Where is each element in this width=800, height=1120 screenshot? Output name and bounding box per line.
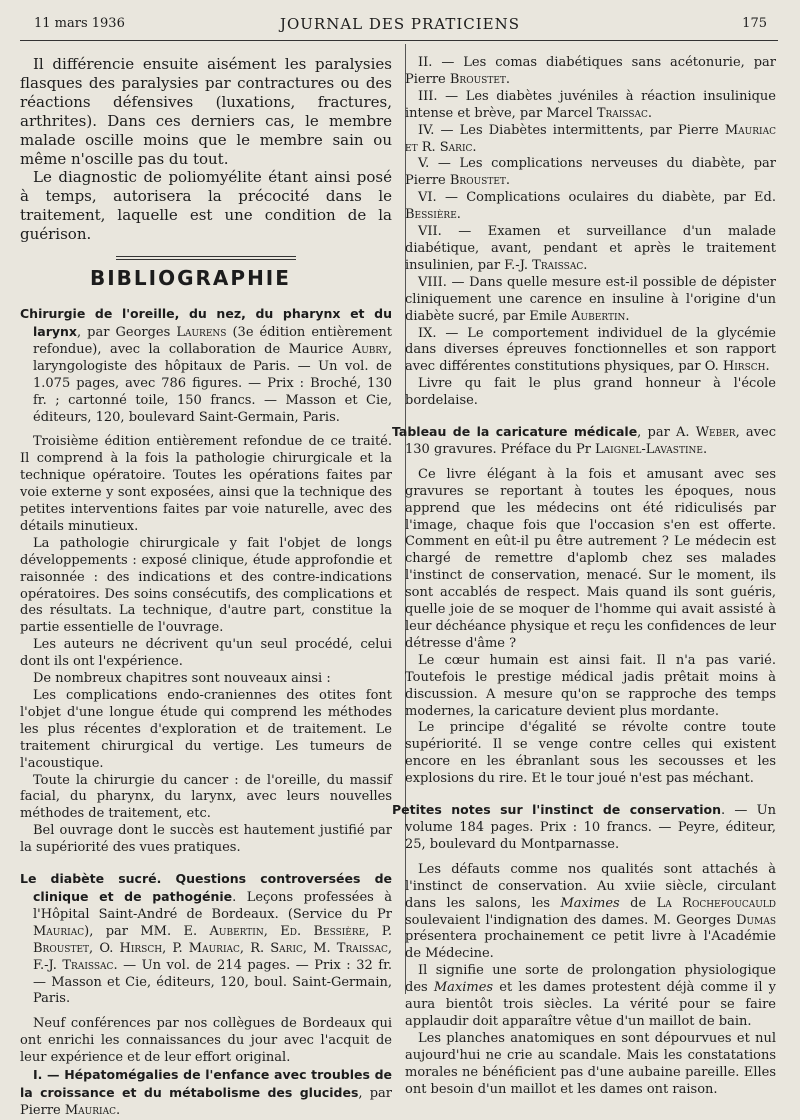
book-title: Petites notes sur l'instinct de conservation xyxy=(392,802,722,818)
left-column xyxy=(20,55,392,1120)
review-paragraph: Les planches anatomiques en sont dépourvues et nul aujourd'hui ne crie au scandale. Mais les constatations morales ne bénéficient pas d'une aubaine pareille. Elles ont besoin d'un maillot et les dames ont raison. xyxy=(405,1030,776,1097)
review-paragraph: Les auteurs ne décrivent qu'un seul procédé, celui dont ils ont l'expérience. xyxy=(20,637,392,670)
author-name: La Rochefoucauld xyxy=(656,895,776,911)
intro-paragraph: Il différencie ensuite aisément les paralysies flasques des paralysies par contractures ou des réactions défensives (luxations, fractures, arthrites). Dans ces derniers cas, le membre malade oscille moins que le membre sain ou même n'oscille pas du tout. xyxy=(20,55,392,168)
review-paragraph: Les complications endo-craniennes des otites font l'objet d'une longue étude qui comprend les méthodes les plus récentes d'exploration et de traitement. Le traitement chirurgical du vertige. Les tumeurs de l'acoustique. xyxy=(20,688,392,771)
book-entry-instinct xyxy=(392,802,776,1098)
page-number: 175 xyxy=(742,16,767,31)
review-paragraph: Le cœur humain est ainsi fait. Il n'a pas varié. Toutefois le prestige médical jadis prêtait moins à discussion. A mesure qu'on se rapproche des temps modernes, la caricature devient plus mordante. xyxy=(405,652,776,719)
journal-title: JOURNAL DES PRATICIENS xyxy=(279,15,521,33)
chapter-item: I. — Hépatomégalies de l'enfance avec troubles de la croissance et du métabolisme des glucides, par Pierre Mauriac. xyxy=(20,1067,392,1118)
book-heading: Petites notes sur l'instinct de conservation. — Un volume 184 pages. Prix : 10 francs. — Peyre, éditeur, 25, boulevard du Montparnasse. xyxy=(392,802,776,852)
chapter-item: IX. — Le comportement individuel de la glycémie dans diverses épreuves fonctionnelles et son rapport avec différentes constitutions physiques, par O. Hirsch. xyxy=(405,325,776,375)
chapter-item: VI. — Complications oculaires du diabète, par Ed. Bessière. xyxy=(405,190,776,223)
book-title: Le diabète sucré. Questions controversées de clinique et de pathogénie xyxy=(20,871,392,904)
review-paragraph: Livre qu fait le plus grand honneur à l'école bordelaise. xyxy=(405,376,776,409)
chapter-title: I. — Hépatomégalies de l'enfance avec troubles de la croissance et du métabolisme des glucides xyxy=(20,1067,392,1100)
author-name: Dumas xyxy=(736,912,776,928)
review-paragraph: Bel ouvrage dont le succès est hautement justifié par la supériorité des vues pratiques. xyxy=(20,823,392,856)
author-name: Mauriac xyxy=(64,1102,116,1118)
author-name: Mauriac xyxy=(33,923,85,939)
author-names: E. Aubertin, Ed. Bessière, P. Broustet, O. Hirsch, P. Mauriac, R. Saric, M. Traissac, F.-J. Traissac xyxy=(33,923,392,973)
book-heading: Tableau de la caricature médicale, par A. Weber, avec 130 gravures. Préface du Pr Laignel-Lavastine. xyxy=(392,424,776,457)
review-paragraph: Les défauts comme nos qualités sont attachés à l'instinct de conservation. Au xviie siècle, circulant dans les salons, les Maximes de La Rochefoucauld soulevaient l'indignation des dames. M. Georges Dumas présentera prochainement ce petit livre à l'Académie de Médecine. xyxy=(405,861,776,962)
chapter-item: VII. — Examen et surveillance d'un malade diabétique, avant, pendant et après le traitement insulinien, par F.-J. Traissac. xyxy=(405,224,776,273)
chapter-item: V. — Les complications nerveuses du diabète, par Pierre Broustet. xyxy=(405,156,776,189)
book-entry-chirurgie: Chirurgie de l'oreille, du nez, du pharynx et du larynx, par Georges Laurens (3e édition entièrement refondue), avec la collaboration de Maurice Aubry, laryngologiste des hôpitaux de Paris. — Un vol. de 1.075 pages, avec 786 figures. — Prix : Broché, 130 fr. ; cartonné toile, 150 francs. — Masson et Cie, éditeurs, 120, boulevard Saint-Germain, Paris. xyxy=(20,306,392,425)
chapter-item: IV. — Les Diabètes intermittents, par Pierre Mauriac et R. Saric. xyxy=(405,122,776,155)
review-paragraph: Ce livre élégant à la fois et amusant avec ses gravures se reportant à toutes les époques, nous apprend que les médecins ont été ridiculisés par l'image, chaque fois que l'occasion s'en est offerte. Comment en eût-il pu être autrement ? Le médecin est chargé de remettre d'aplomb chez ses malades l'instinct de conservation, menacé. Sur le moment, ils sont accablés de respect. Mais quand ils sont guéris, quelle joie de se moquer de l'homme qui avait assisté à leur déchéance physique et reçu les confidences de leur détresse d'âme ? xyxy=(405,466,776,651)
review-paragraph: Toute la chirurgie du cancer : de l'oreille, du massif facial, du pharynx, du larynx, avec leurs nouvelles méthodes de traitement, etc. xyxy=(20,772,392,822)
section-ornament xyxy=(116,256,296,260)
review-paragraph: Neuf conférences par nos collègues de Bordeaux qui ont enrichi les connaissances du jour avec l'acquit de leur expérience et de leur effort original. xyxy=(20,1016,392,1066)
issue-date: 11 mars 1936 xyxy=(34,16,125,31)
right-column xyxy=(392,55,776,1098)
review-paragraph: La pathologie chirurgicale y fait l'objet de longs développements : exposé clinique, étude approfondie et raisonnée : des indications et des contre-indications opératoires. Des soins consécutifs, des complications et des résultats. La technique, d'autre part, constitue la partie essentielle de l'ouvrage. xyxy=(20,535,392,636)
section-title: BIBLIOGRAPHIE xyxy=(90,266,291,291)
author-name: Laignel-Lavastine xyxy=(595,441,703,457)
review-paragraph: Il signifie une sorte de prolongation physiologique des Maximes et les dames protestent déjà comme il y aura bientôt trois siècles. La vérité pour se faire applaudir doit apparaître vêtue d'un maillot de bain. xyxy=(405,963,776,1029)
chapter-item: II. — Les comas diabétiques sans acétonurie, par Pierre Broustet. xyxy=(405,55,776,87)
book-title: Chirurgie de l'oreille, du nez, du pharynx et du larynx xyxy=(20,306,392,339)
intro-paragraph: Le diagnostic de poliomyélite étant ainsi posé à temps, autorisera la précocité dans le traitement, laquelle est une condition de la guérison. xyxy=(20,168,392,244)
book-entry-diabete: Le diabète sucré. Questions controversées de clinique et de pathogénie. Leçons professées à l'Hôpital Saint-André de Bordeaux. (Service du Pr Mauriac), par MM. E. Aubertin, Ed. Bessière, P. Broustet, O. Hirsch, P. Mauriac, R. Saric, M. Traissac, F.-J. Traissac. — Un vol. de 214 pages. — Prix : 32 fr. — Masson et Cie, éditeurs, 120, boul. Saint-Germain, Paris. xyxy=(20,871,393,1007)
book-entry-caricature xyxy=(392,424,776,788)
chapter-item: III. — Les diabètes juvéniles à réaction insulinique intense et brève, par Marcel Traissac. xyxy=(405,88,776,121)
review-paragraph: De nombreux chapitres sont nouveaux ainsi : xyxy=(33,671,331,687)
chapter-item: VIII. — Dans quelle mesure est-il possible de dépister cliniquement une carence en insuline à l'origine d'un diabète sucré, par Emile Aubertin. xyxy=(405,274,776,324)
author-name: Aubry xyxy=(351,341,388,357)
review-paragraph: Troisième édition entièrement refondue de ce traité. Il comprend à la fois la pathologie chirurgicale et la technique opératoire. Toutes les opérations faites par voie externe y sont exposées, ainsi que la technique des petites interventions faites par voie naturelle, avec des détails minutieux. xyxy=(20,434,392,534)
author-name: Laurens xyxy=(176,324,227,340)
review-paragraph: Le principe d'égalité se révolte contre toute supériorité. Il se venge contre celles qui existent encore en les ébranlant sous les secousses et les explosions du rire. Et le tour joué n'est pas méchant. xyxy=(405,720,776,787)
header-rule xyxy=(20,40,778,41)
chapter-list xyxy=(392,55,776,410)
book-title: Tableau de la caricature médicale xyxy=(392,424,638,440)
author-name: Weber xyxy=(695,425,736,441)
